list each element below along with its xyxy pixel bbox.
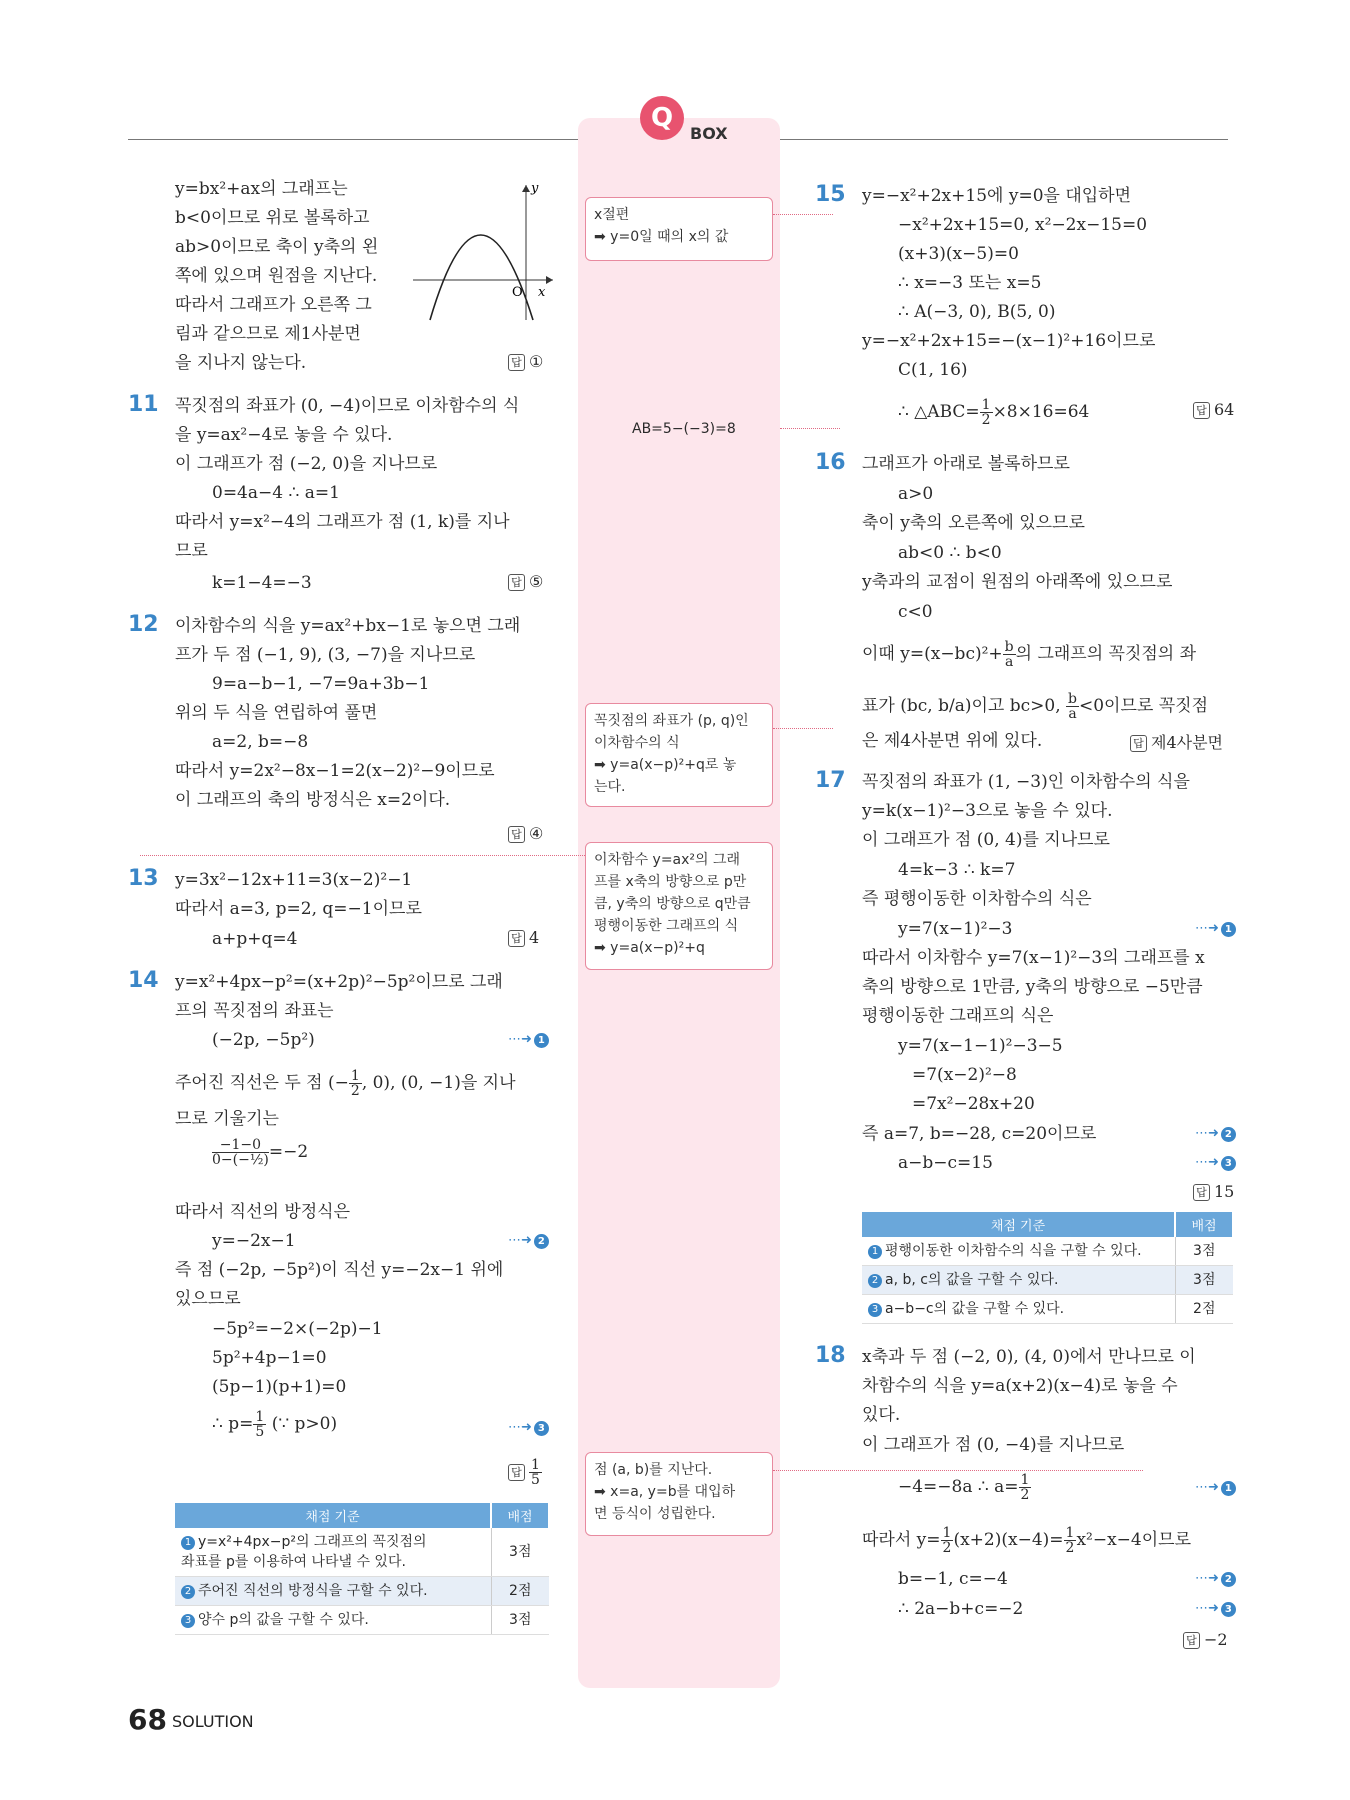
q17-line: y=7(x−1)²−3 [898, 919, 1013, 939]
q10-line: 림과 같으므로 제1사분면 [175, 324, 361, 344]
q12-line: 위의 두 식을 연립하여 풀면 [175, 703, 378, 723]
q14-line: −5p²=−2×(−2p)−1 [212, 1319, 383, 1339]
step-mark-3: ⋯➜ 3 [508, 1420, 549, 1436]
connector-line [773, 728, 833, 729]
footer-label: SOLUTION [172, 1712, 254, 1731]
q13-line: a+p+q=4 [212, 929, 298, 949]
q14-criteria-table: 채점 기준 배점 1 y=x²+4px−p²의 그래프의 꼭짓점의 좌표를 p를 이용하여 나타낼 수 있다. 3점 2 주어진 직선의 방정식을 구할 수 있다. 2점 3 양수 p의 값을 구할 수 있다. 3점 [175, 1503, 550, 1635]
q15-line: C(1, 16) [898, 360, 968, 380]
q11-line: 따라서 y=x²−4의 그래프가 점 (1, k)를 지나 [175, 512, 510, 532]
q18-line: 따라서 y= $\frac{1}{2}$ (x+2)(x−4)= $\frac{1}{2}$ x²−x−4이므로 [862, 1525, 1192, 1556]
criteria-row: 3 양수 p의 값을 구할 수 있다. [175, 1606, 491, 1635]
q14-line: 즉 점 (−2p, −5p²)이 직선 y=−2x−1 위에 [175, 1260, 504, 1280]
page-number: 68 [128, 1703, 167, 1736]
criteria-row: 1 평행이동한 이차함수의 식을 구할 수 있다. [862, 1237, 1175, 1266]
step-mark-3: ⋯➜ 3 [1195, 1155, 1236, 1171]
q14-line: 따라서 직선의 방정식은 [175, 1202, 351, 1222]
q10-line: b<0이므로 위로 볼록하고 [175, 208, 370, 228]
criteria-row: 2 주어진 직선의 방정식을 구할 수 있다. [175, 1577, 491, 1606]
q15-answer: 답 64 [1193, 400, 1234, 419]
q11-number: 11 [128, 392, 159, 417]
step-mark-2: ⋯➜ 2 [1195, 1571, 1236, 1587]
step-mark-2: ⋯➜ 2 [508, 1233, 549, 1249]
q11-line: 0=4a−4 ∴ a=1 [212, 483, 340, 503]
q11-line: 이 그래프가 점 (−2, 0)을 지나므로 [175, 454, 438, 474]
q15-number: 15 [815, 182, 846, 207]
q18-line: b=−1, c=−4 [898, 1569, 1008, 1589]
q14-line: (5p−1)(p+1)=0 [212, 1377, 347, 1397]
q16-answer: 답 제4사분면 [1130, 730, 1223, 753]
q10-line: 쪽에 있으며 원점을 지난다. [175, 266, 378, 286]
q16-line: c<0 [898, 602, 933, 622]
qbox-label: BOX [690, 124, 728, 143]
q14-line: 5p²+4p−1=0 [212, 1348, 327, 1368]
q17-line: 즉 a=7, b=−28, c=20이므로 [862, 1124, 1097, 1144]
note-x-intercept: x절편 ➡ y=0일 때의 x의 값 [585, 197, 773, 261]
q12-line: 9=a−b−1, −7=9a+3b−1 [212, 674, 430, 694]
q18-line: ∴ 2a−b+c=−2 [898, 1599, 1024, 1619]
q15-line: (x+3)(x−5)=0 [898, 244, 1019, 264]
parabola-graph [408, 180, 558, 325]
criteria-row: 2 a, b, c의 값을 구할 수 있다. [862, 1266, 1175, 1295]
q18-line: 차함수의 식을 y=a(x+2)(x−4)로 놓을 수 [862, 1376, 1178, 1396]
q14-number: 14 [128, 968, 159, 993]
q11-line: 므로 [175, 541, 208, 561]
q13-line: 따라서 a=3, p=2, q=−1이므로 [175, 899, 422, 919]
q14-line: 프의 꼭짓점의 좌표는 [175, 1001, 334, 1021]
q17-criteria-table: 채점 기준 배점 1 평행이동한 이차함수의 식을 구할 수 있다. 3점 2 a, b, c의 값을 구할 수 있다. 3점 3 a−b−c의 값을 구할 수 있다. 2점 [862, 1212, 1234, 1324]
q17-line: y=k(x−1)²−3으로 놓을 수 있다. [862, 801, 1113, 821]
q16-line: 은 제4사분면 위에 있다. [862, 731, 1043, 751]
q18-answer: 답 −2 [1183, 1630, 1228, 1649]
step-mark-3: ⋯➜ 3 [1195, 1601, 1236, 1617]
slope-fraction: $\frac{-1-0}{\text{0−(−½)}}$ [212, 1137, 269, 1168]
q13-answer: 답 4 [508, 928, 539, 947]
q17-line: =7(x−2)²−8 [912, 1065, 1017, 1085]
q15-line: ∴ △ABC= $\frac{1}{2}$ ×8×16=64 [898, 397, 1090, 428]
criteria-row: 1 y=x²+4px−p²의 그래프의 꼭짓점의 좌표를 p를 이용하여 나타낼 수 있다. [175, 1528, 491, 1577]
q17-line: 4=k−3 ∴ k=7 [898, 860, 1016, 880]
connector-line [773, 1470, 1143, 1471]
q12-line: 프가 두 점 (−1, 9), (3, −7)을 지나므로 [175, 645, 476, 665]
graph-y-label: y [531, 181, 539, 196]
q17-line: 축의 방향으로 1만큼, y축의 방향으로 −5만큼 [862, 977, 1203, 997]
q10-line: 을 지나지 않는다. [175, 353, 307, 373]
note-vertex-form: 꼭짓점의 좌표가 (p, q)인 이차함수의 식 ➡ y=a(x−p)²+q로 놓 는다. [585, 703, 773, 807]
q15-line: −x²+2x+15=0, x²−2x−15=0 [898, 215, 1148, 235]
fraction: $\frac{1}{5}$ [255, 1409, 265, 1440]
q14-slope: $\frac{-1-0}{\text{0−(−½)}}$ =−2 [212, 1137, 309, 1168]
q14-line: 있으므로 [175, 1289, 241, 1309]
q16-line: y축과의 교점이 원점의 아래쪽에 있으므로 [862, 572, 1173, 592]
fraction: $\frac{1}{2}$ [350, 1068, 360, 1099]
q17-line: a−b−c=15 [898, 1153, 993, 1173]
step-mark-2: ⋯➜ 2 [1195, 1126, 1236, 1142]
q14-line: y=x²+4px−p²=(x+2p)²−5p²이므로 그래 [175, 972, 503, 992]
q15-line: ∴ A(−3, 0), B(5, 0) [898, 302, 1056, 322]
q16-line: 그래프가 아래로 볼록하므로 [862, 454, 1070, 474]
answer-icon: 답 [508, 354, 525, 371]
q12-answer: 답 ④ [508, 824, 543, 843]
graph-origin-label: O [512, 285, 523, 300]
q16-line: 표가 (bc, b/a)이고 bc>0, $\frac{b}{a}$ <0이므로 꼭짓점 [862, 691, 1208, 722]
q14-line: (−2p, −5p²) [212, 1030, 315, 1050]
q17-line: 이 그래프가 점 (0, 4)를 지나므로 [862, 830, 1110, 850]
q12-line: 이 그래프의 축의 방정식은 x=2이다. [175, 790, 451, 810]
step-mark-1: ⋯➜ 1 [1195, 921, 1236, 937]
q14-line: 므로 기울기는 [175, 1109, 279, 1129]
qbox-logo: Q [640, 96, 684, 140]
q15-line: ∴ x=−3 또는 x=5 [898, 273, 1042, 293]
q12-line: 따라서 y=2x²−8x−1=2(x−2)²−9이므로 [175, 761, 495, 781]
q11-line: 꼭짓점의 좌표가 (0, −4)이므로 이차함수의 식 [175, 396, 520, 416]
note-ab-length: AB=5−(−3)=8 [632, 421, 736, 437]
q16-line: 축이 y축의 오른쪽에 있으므로 [862, 513, 1085, 533]
q16-line: ab<0 ∴ b<0 [898, 543, 1002, 563]
q14-line: ∴ p= $\frac{1}{5}$ (∵ p>0) [212, 1409, 338, 1440]
note-translation: 이차함수 y=ax²의 그래 프를 x축의 방향으로 p만 큼, y축의 방향으로 q만큼 평행이동한 그래프의 식 ➡ y=a(x−p)²+q [585, 842, 773, 970]
q18-line: 이 그래프가 점 (0, −4)를 지나므로 [862, 1435, 1125, 1455]
q13-number: 13 [128, 866, 159, 891]
q14-line: 주어진 직선은 두 점 (− $\frac{1}{2}$ , 0), (0, −1)을 지나 [175, 1068, 516, 1099]
q16-number: 16 [815, 450, 846, 475]
q17-line: 즉 평행이동한 이차함수의 식은 [862, 889, 1092, 909]
q12-line: 이차함수의 식을 y=ax²+bx−1로 놓으면 그래 [175, 616, 521, 636]
graph-x-label: x [538, 285, 546, 300]
q17-line: 꼭짓점의 좌표가 (1, −3)인 이차함수의 식을 [862, 772, 1190, 792]
q17-line: y=7(x−1−1)²−3−5 [898, 1036, 1063, 1056]
q18-line: 있다. [862, 1405, 901, 1425]
connector-line [773, 214, 833, 215]
q13-line: y=3x²−12x+11=3(x−2)²−1 [175, 870, 413, 890]
q14-answer: 답 $\frac{1}{5}$ [508, 1458, 542, 1487]
q16-line: 이때 y=(x−bc)²+ $\frac{b}{a}$ 의 그래프의 꼭짓점의 좌 [862, 639, 1197, 670]
q12-line: a=2, b=−8 [212, 732, 309, 752]
step-mark-1: ⋯➜ 1 [508, 1032, 549, 1048]
q12-number: 12 [128, 612, 159, 637]
criteria-row: 3 a−b−c의 값을 구할 수 있다. [862, 1295, 1175, 1324]
q15-line: y=−x²+2x+15에 y=0을 대입하면 [862, 186, 1132, 206]
q17-line: 평행이동한 그래프의 식은 [862, 1006, 1054, 1026]
note-pass-point: 점 (a, b)를 지난다. ➡ x=a, y=b를 대입하 면 등식이 성립한다. [585, 1452, 773, 1536]
q18-line: −4=−8a ∴ a= $\frac{1}{2}$ [898, 1472, 1030, 1503]
q10-line: y=bx²+ax의 그래프는 [175, 179, 348, 199]
q17-line: =7x²−28x+20 [912, 1094, 1035, 1114]
q11-line: 을 y=ax²−4로 놓을 수 있다. [175, 425, 393, 445]
q17-line: 따라서 이차함수 y=7(x−1)²−3의 그래프를 x [862, 948, 1205, 968]
connector-line [140, 855, 585, 856]
q17-answer: 답 15 [1193, 1182, 1234, 1201]
q14-line: y=−2x−1 [212, 1231, 296, 1251]
q10-answer: 답 ① [508, 352, 543, 371]
q11-answer: 답 ⑤ [508, 572, 543, 591]
q10-line: ab>0이므로 축이 y축의 왼 [175, 237, 379, 257]
step-mark-1: ⋯➜ 1 [1195, 1480, 1236, 1496]
q10-line: 따라서 그래프가 오른쪽 그 [175, 295, 372, 315]
q18-line: x축과 두 점 (−2, 0), (4, 0)에서 만나므로 이 [862, 1347, 1196, 1367]
connector-line [780, 428, 840, 429]
q15-line: y=−x²+2x+15=−(x−1)²+16이므로 [862, 331, 1156, 351]
q11-line: k=1−4=−3 [212, 573, 312, 593]
q16-line: a>0 [898, 484, 934, 504]
q17-number: 17 [815, 768, 846, 793]
q18-number: 18 [815, 1343, 846, 1368]
